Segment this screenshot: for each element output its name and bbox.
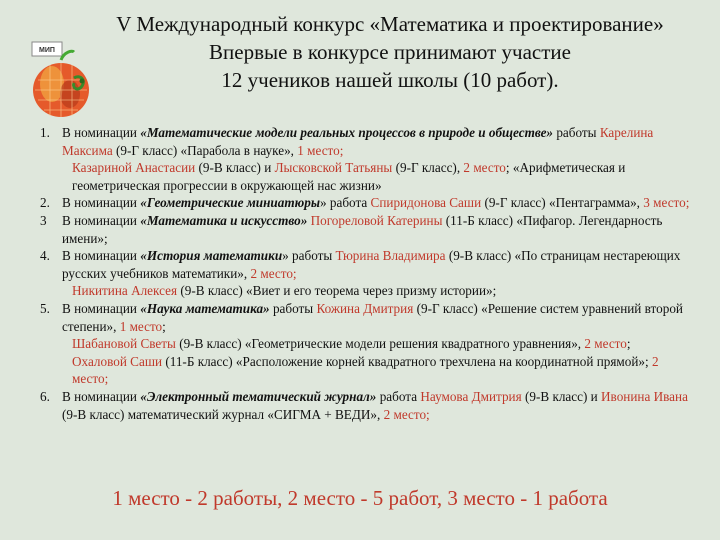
title-line-3: 12 учеников нашей школы (10 работ). xyxy=(221,68,559,92)
item-text: (9-В класс) «Виет и его теорема через призму истории»; xyxy=(177,283,497,299)
place-award: 2 место; xyxy=(72,353,659,387)
item-text: работа xyxy=(376,388,421,404)
item-text: В номинации xyxy=(62,300,141,316)
item-text: (9-В класс) «По страницам нестареющих русских учебников математики», xyxy=(62,248,681,281)
results-list xyxy=(40,124,690,423)
place-award: 2 место; xyxy=(250,265,297,281)
item-text: » работы xyxy=(282,248,336,264)
participant-name: Шабановой Светы xyxy=(72,336,176,352)
participant-name: Спиридонова Саши xyxy=(370,195,482,211)
participant-name: Лысковской Татьяны xyxy=(274,160,393,176)
item-number: 5. xyxy=(40,300,50,316)
place-award: 3 место; xyxy=(643,195,690,211)
participant-name: Никитина Алексея xyxy=(72,283,178,299)
sub-entry xyxy=(62,282,690,300)
list-item xyxy=(40,247,690,300)
participant-name: Ивонина Ивана xyxy=(601,388,688,404)
list-item xyxy=(40,212,690,247)
place-award: 2 место; xyxy=(383,406,430,422)
item-text: (9-В класс) математический журнал «СИГМА + ВЕДИ», xyxy=(62,406,384,422)
participant-name: Карелина Максима xyxy=(62,125,654,158)
list-item xyxy=(40,300,690,388)
item-text: ; xyxy=(626,336,631,352)
item-text: В номинации xyxy=(62,248,141,264)
nomination-title: «Математика и искусство» xyxy=(140,212,308,228)
item-text: (11-Б класс) «Расположение корней квадратного трехчлена на координатной прямой»; xyxy=(162,353,652,369)
item-text: работы xyxy=(553,125,600,140)
item-text: (9-В класс) «Геометрические модели решения квадратного уравнения», xyxy=(175,336,585,352)
nomination-title: «Наука математика» xyxy=(140,300,270,316)
place-award: 1 место; xyxy=(297,142,344,158)
title-line-2: Впервые в конкурсе принимают участие xyxy=(209,40,571,64)
item-text: ; «Арифметическая и геометрическая прогрессии в окружающей нас жизни» xyxy=(72,160,626,193)
item-text: (9-Г класс) «Решение систем уравнений второй степени», xyxy=(62,300,683,334)
item-text: работы xyxy=(269,300,317,316)
participant-name: Казариной Анастасии xyxy=(72,160,196,176)
item-text: ; xyxy=(162,318,166,334)
list-item xyxy=(40,124,690,194)
participant-name: Погореловой Катерины xyxy=(310,212,443,228)
item-number: 2. xyxy=(40,195,50,211)
svg-text:МИП: МИП xyxy=(39,47,55,54)
item-number: 1. xyxy=(40,125,50,140)
title-line-1: V Международный конкурс «Математика и проектирование» xyxy=(116,12,664,36)
item-text: (9-В класс) и xyxy=(195,160,275,176)
item-text: В номинации xyxy=(62,212,141,228)
item-number: 3 xyxy=(40,212,47,228)
slide-title xyxy=(60,10,720,94)
sub-entry xyxy=(62,353,690,388)
item-text: В номинации xyxy=(62,388,141,404)
item-text: (9-В класс) и xyxy=(521,388,602,404)
participant-name: Наумова Дмитрия xyxy=(420,388,522,404)
item-text: В номинации xyxy=(62,195,141,211)
item-number: 4. xyxy=(40,248,50,264)
item-number: 6. xyxy=(40,388,50,404)
nomination-title: «Электронный тематический журнал» xyxy=(140,388,377,404)
sub-entry xyxy=(62,159,690,194)
item-text: (11-Б класс) «Пифагор. Легендарность имени»; xyxy=(62,212,663,246)
summary-footer: 1 место - 2 работы, 2 место - 5 работ, 3 место - 1 работа xyxy=(112,486,608,510)
participant-name: Охаловой Саши xyxy=(72,353,163,369)
item-text: (9-Г класс) «Пентаграмма», xyxy=(481,195,644,211)
list-item xyxy=(40,388,690,423)
place-award: 2 место xyxy=(584,336,627,352)
item-text: (9-Г класс), xyxy=(392,160,464,176)
sub-entry xyxy=(62,335,690,353)
list-item xyxy=(40,194,690,212)
place-award: 2 место xyxy=(463,160,506,176)
participant-name: Тюрина Владимира xyxy=(335,248,446,264)
nomination-title: «Геометрические миниатюры xyxy=(140,195,320,211)
participant-name: Кожина Дмитрия xyxy=(316,300,414,316)
place-award: 1 место xyxy=(119,318,163,334)
item-text: » работа xyxy=(320,195,371,211)
nomination-title: «Математические модели реальных процессов в природе и обществе» xyxy=(140,125,554,140)
item-text: (9-Г класс) «Парабола в науке», xyxy=(112,142,298,158)
item-text: В номинации xyxy=(62,125,141,140)
nomination-title: «История математики xyxy=(140,248,283,264)
